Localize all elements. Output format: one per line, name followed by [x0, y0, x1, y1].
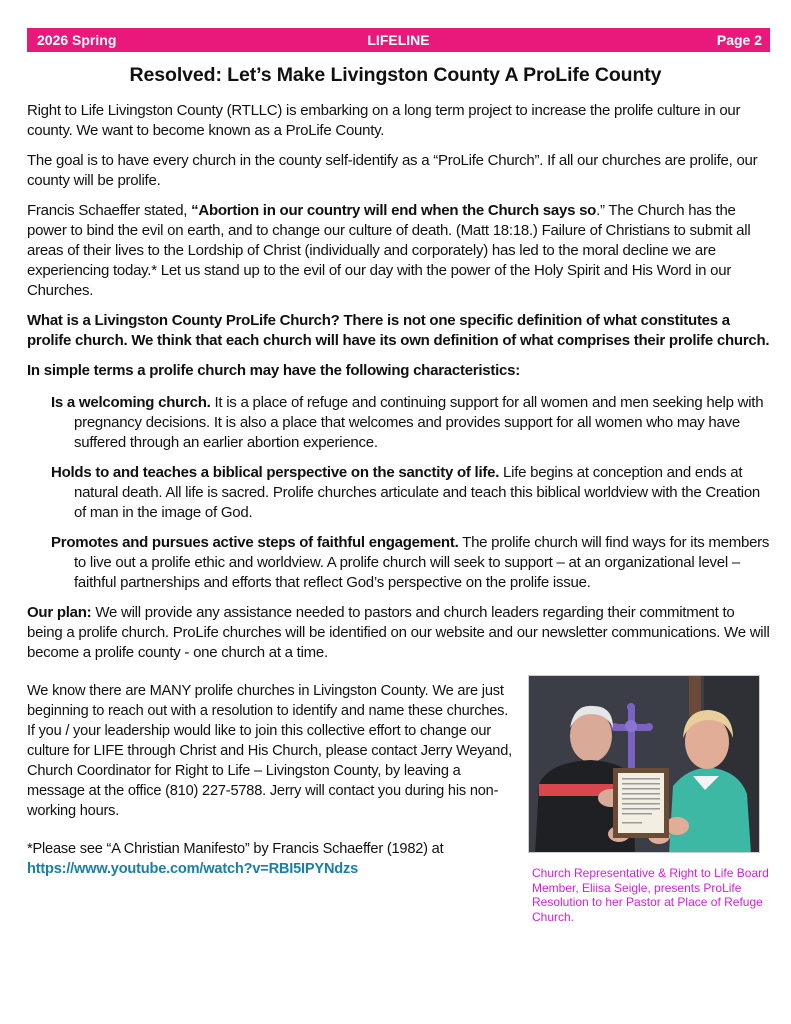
youtube-link[interactable]: https://www.youtube.com/watch?v=RBI5IPYNdzs [27, 861, 359, 877]
characteristic-item [27, 393, 772, 453]
characteristic-item [27, 533, 772, 593]
contact-section [27, 681, 519, 890]
characteristic-item [27, 463, 772, 523]
footnote [27, 839, 519, 879]
definition-paragraph: What is a Livingston County ProLife Church? There is not one specific definition of what constitutes a prolife church. We think that each church will have its own definition of what comprises their prolife church. [27, 312, 770, 349]
photo-illustration [529, 676, 760, 853]
schaeffer-quote: “Abortion in our country will end when the Church says so [191, 202, 597, 219]
goal-paragraph: The goal is to have every church in the county self-identify as a “ProLife Church”. If all our churches are prolife, our county will be prolife. [27, 152, 758, 189]
footnote-text: *Please see “A Christian Manifesto” by Francis Schaeffer (1982) at [27, 841, 444, 857]
article-title: Resolved: Let’s Make Livingston County A ProLife County [129, 64, 662, 86]
presentation-photo [528, 675, 760, 853]
characteristic-heading: Is a welcoming church. [51, 394, 211, 411]
publication-name: LIFELINE [367, 32, 430, 48]
plan-text: We will provide any assistance needed to pastors and church leaders regarding their commitment to being a prolife church. ProLife churches will be identified on our website and our newsletter communications. We will become a prolife county - one church at a time. [27, 604, 770, 661]
quote-end: .” [596, 202, 605, 219]
plan-label: Our plan: [27, 604, 92, 621]
schaeffer-quote-paragraph [27, 201, 772, 301]
newsletter-header-bar [27, 28, 770, 52]
photo-caption: Church Representative & Right to Life Board Member, Eliisa Seigle, presents ProLife Resolution to her Pastor at Place of Refuge Church. [532, 866, 769, 924]
article-body [27, 101, 772, 673]
characteristics-intro: In simple terms a prolife church may have the following characteristics: [27, 362, 520, 379]
intro-paragraph: Right to Life Livingston County (RTLLC) is embarking on a long term project to increase the prolife culture in our county. We want to become known as a ProLife County. [27, 102, 741, 139]
characteristic-text: Life begins at conception and ends at natural death. All life is sacred. Prolife churches articulate and teach this biblical worldview with the Creation of man in the image of God. [74, 464, 761, 521]
characteristic-text: It is a place of refuge and continuing support for all women and men seeking help with pregnancy decisions. It is also a place that welcomes and provides support for all women who may have suffered through an earlier abortion experience. [74, 394, 764, 451]
characteristic-text: The prolife church will find ways for its members to live out a prolife ethic and worldview. A prolife church will seek to support – at an organizational level – faithful partnerships and efforts that reflect God’s perspective on the prolife issue. [74, 534, 770, 591]
contact-paragraph: We know there are MANY prolife churches in Livingston County. We are just beginning to reach out with a resolution to identify and name these churches. If you / your leadership would like to join this collective effort to change our culture for LIFE through Christ and His Church, please contact Jerry Weyand, Church Coordinator for Right to Life – Livingston County, by leaving a message at the office (810) 227-5788. Jerry will contact you during his non-working hours. [27, 683, 512, 819]
plan-paragraph [27, 603, 772, 663]
characteristic-heading: Promotes and pursues active steps of faithful engagement. [51, 534, 459, 551]
page-number: Page 2 [716, 32, 762, 48]
quote-lead: Francis Schaeffer stated, [27, 202, 192, 219]
quote-rest: The Church has the power to bind the evil on earth, and to change our culture of death. (Matt 18:18.) Failure of Christians to submit all areas of their lives to the Lordship of Christ (individually and corporately) has led to the moral decline we are experiencing today.* Let us stand up to the evil of our day with the power of the Holy Spirit and His Word in our Churches. [27, 202, 751, 299]
framed-resolution [613, 768, 669, 838]
issue-label: 2026 Spring [37, 32, 117, 48]
characteristic-heading: Holds to and teaches a biblical perspective on the sanctity of life. [51, 464, 500, 481]
